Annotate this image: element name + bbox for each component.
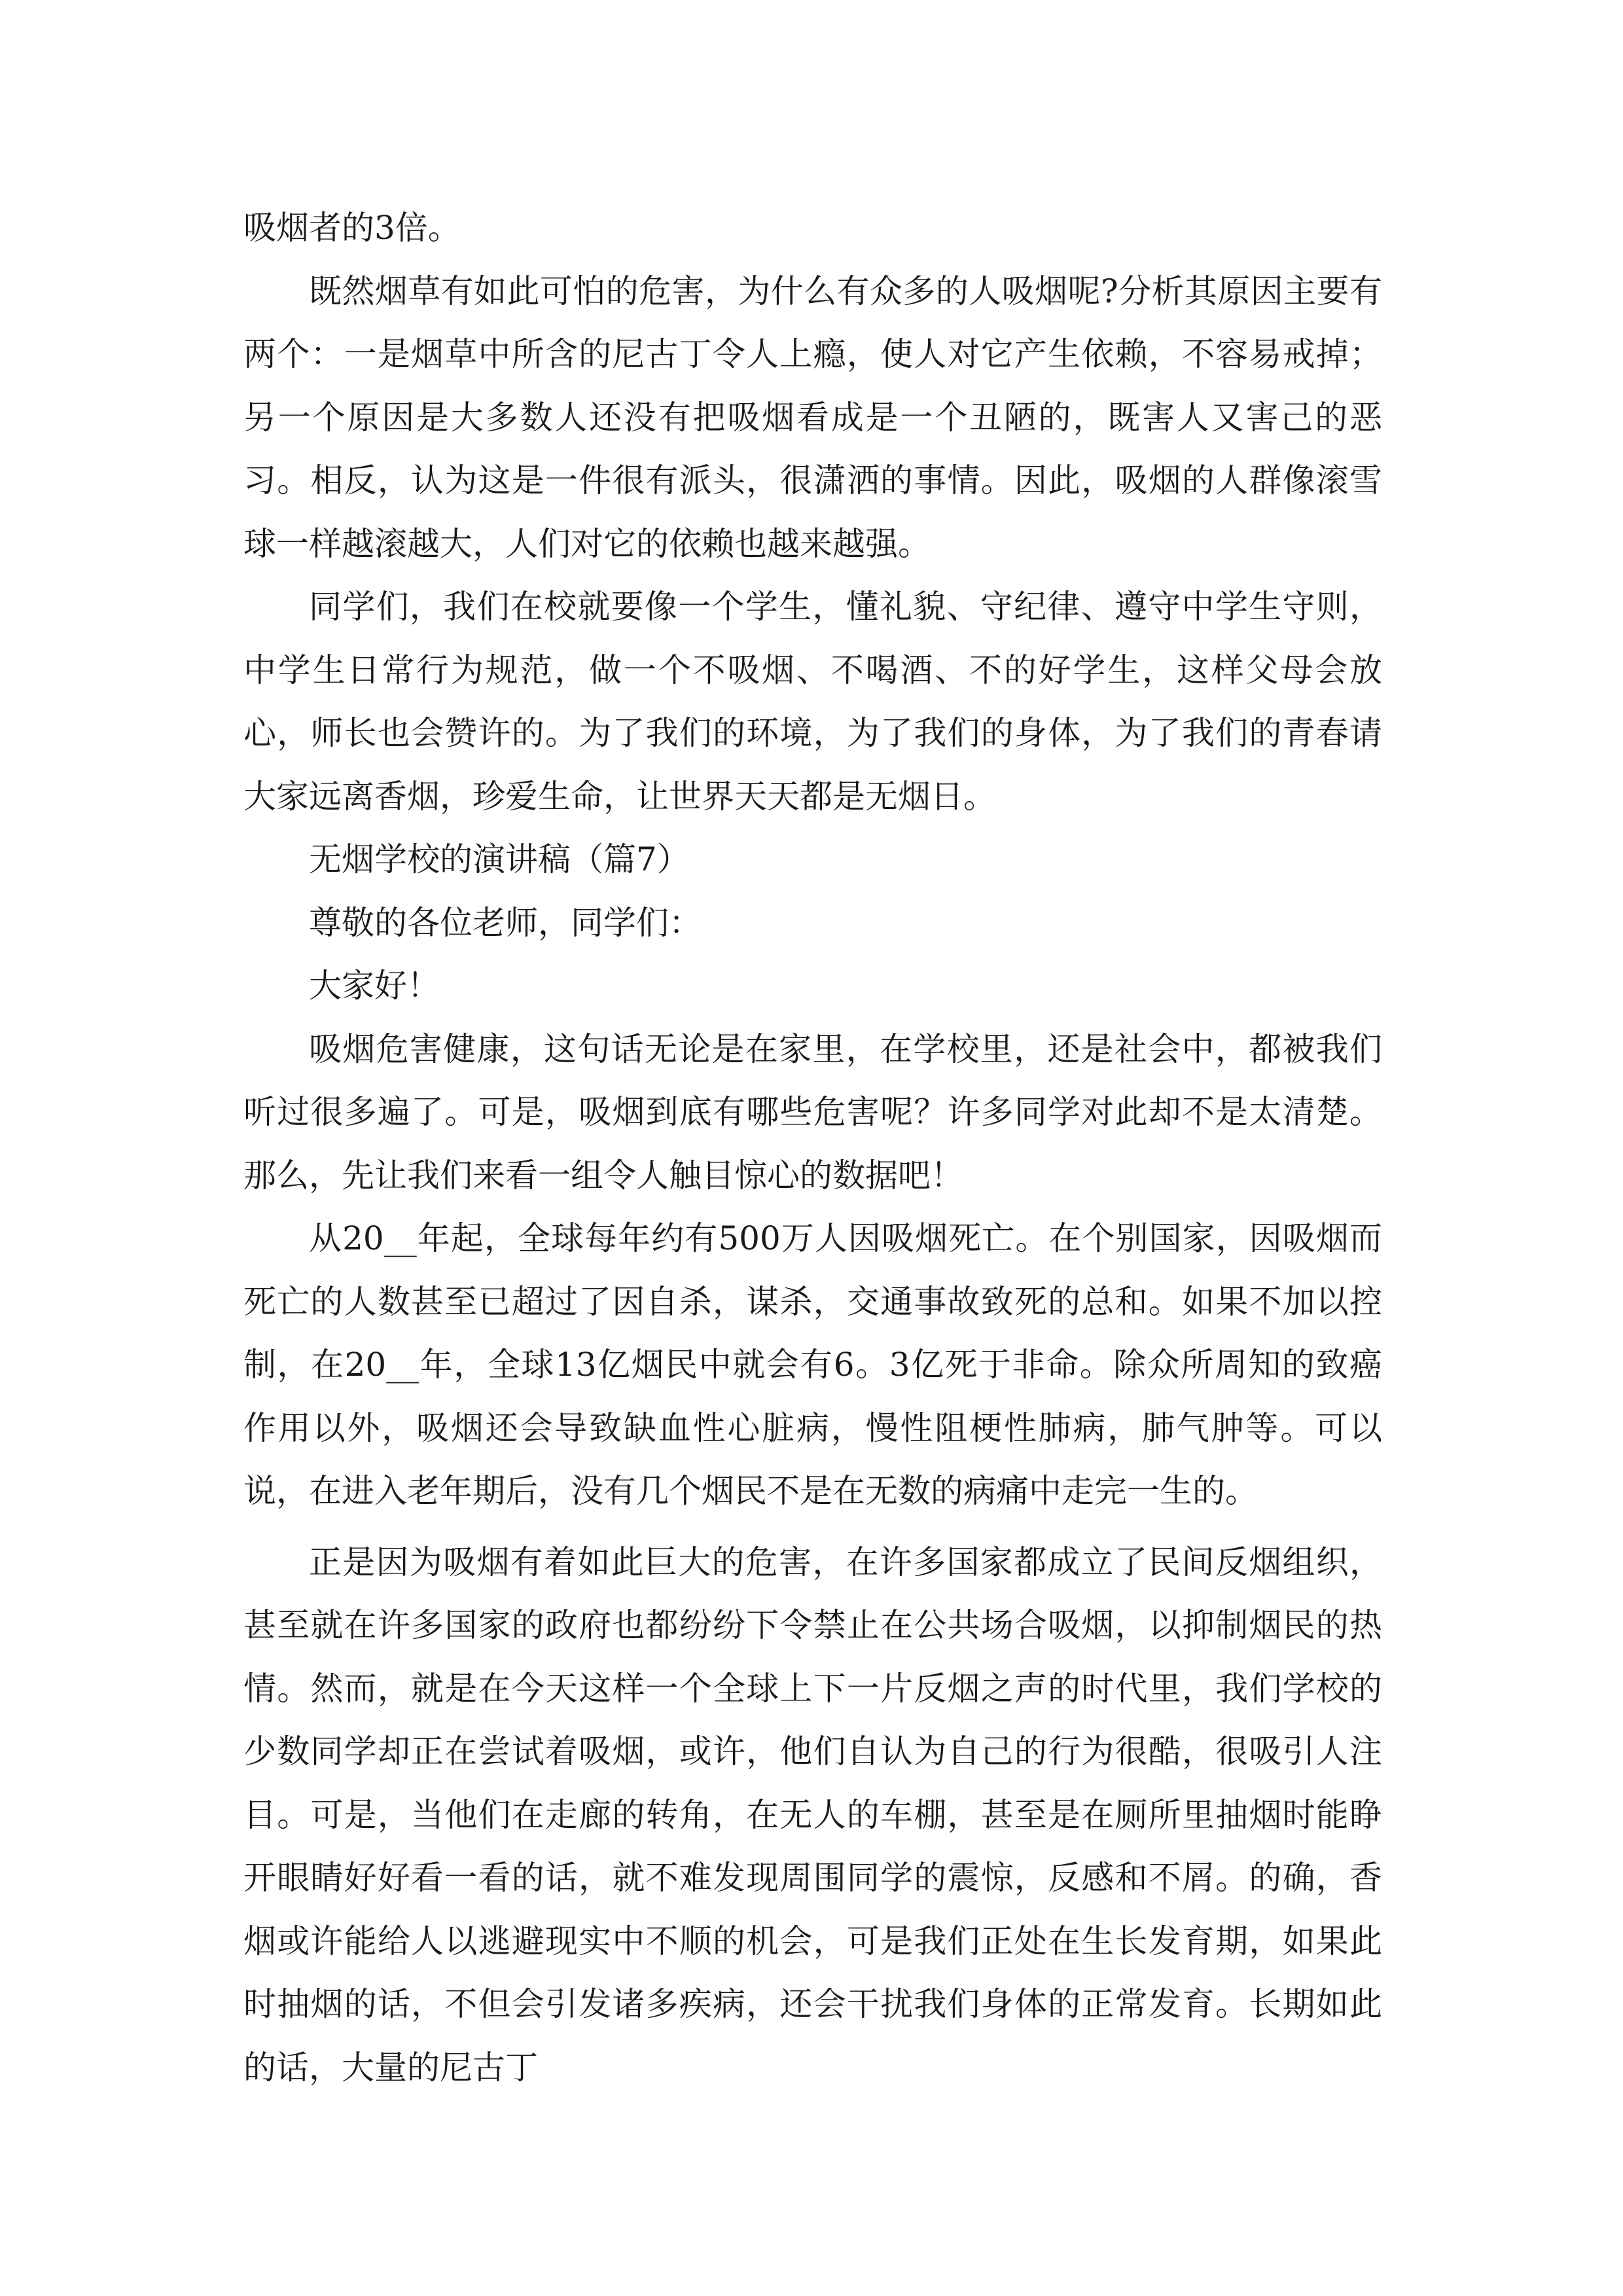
paragraph-1: 吸烟者的3倍。 [243,209,461,247]
paragraph-3: 同学们，我们在校就要像一个学生，懂礼貌、守纪律、遵守中学生守则，中学生日常行为规范，做一个不吸烟、不喝酒、不的好学生，这样父母会放心，师长也会赞许的。为了我们的环境，为了我们的身体，为了我们的青春请大家远离香烟，珍爱生命，让世界天天都是无烟日。 [243,588,1382,816]
greeting: 大家好！ [309,967,440,1005]
section-title: 无烟学校的演讲稿（篇7） [309,840,690,878]
document-body [243,196,1382,2099]
paragraph-2: 既然烟草有如此可怕的危害，为什么有众多的人吸烟呢?分析其原因主要有两个：一是烟草中所含的尼古丁令人上瘾，使人对它产生依赖，不容易戒掉；另一个原因是大多数人还没有把吸烟看成是一个丑陋的，既害人又害己的恶习。相反，认为这是一件很有派头，很潇洒的事情。因此，吸烟的人群像滚雪球一样越滚越大，人们对它的依赖也越来越强。 [243,272,1382,563]
paragraph-4: 吸烟危害健康，这句话无论是在家里，在学校里，还是社会中，都被我们听过很多遍了。可是，吸烟到底有哪些危害呢？许多同学对此却不是太清楚。那么，先让我们来看一组令人触目惊心的数据吧！ [243,1030,1382,1194]
salutation: 尊敬的各位老师，同学们： [309,903,702,942]
paragraph-6: 正是因为吸烟有着如此巨大的危害，在许多国家都成立了民间反烟组织，甚至就在许多国家的政府也都纷纷下令禁止在公共场合吸烟，以抑制烟民的热情。然而，就是在今天这样一个全球上下一片反烟之声的时代里，我们学校的少数同学却正在尝试着吸烟，或许，他们自认为自己的行为很酷，很吸引人注目。可是，当他们在走廊的转角，在无人的车棚，甚至是在厕所里抽烟时能睁开眼睛好好看一看的话，就不难发现周围同学的震惊，反感和不屑。的确，香烟或许能给人以逃避现实中不顺的机会，可是我们正处在生长发育期，如果此时抽烟的话，不但会引发诸多疾病，还会干扰我们身体的正常发育。长期如此的话，大量的尼古丁 [243,1543,1382,2087]
paragraph-5: 从20__年起，全球每年约有500万人因吸烟死亡。在个别国家，因吸烟而死亡的人数甚至已超过了因自杀，谋杀，交通事故致死的总和。如果不加以控制，在20__年，全球13亿烟民中就会有6。3亿死于非命。除众所周知的致癌作用以外，吸烟还会导致缺血性心脏病，慢性阻梗性肺病，肺气肿等。可以说，在进入老年期后，没有几个烟民不是在无数的病痛中走完一生的。 [243,1219,1382,1510]
